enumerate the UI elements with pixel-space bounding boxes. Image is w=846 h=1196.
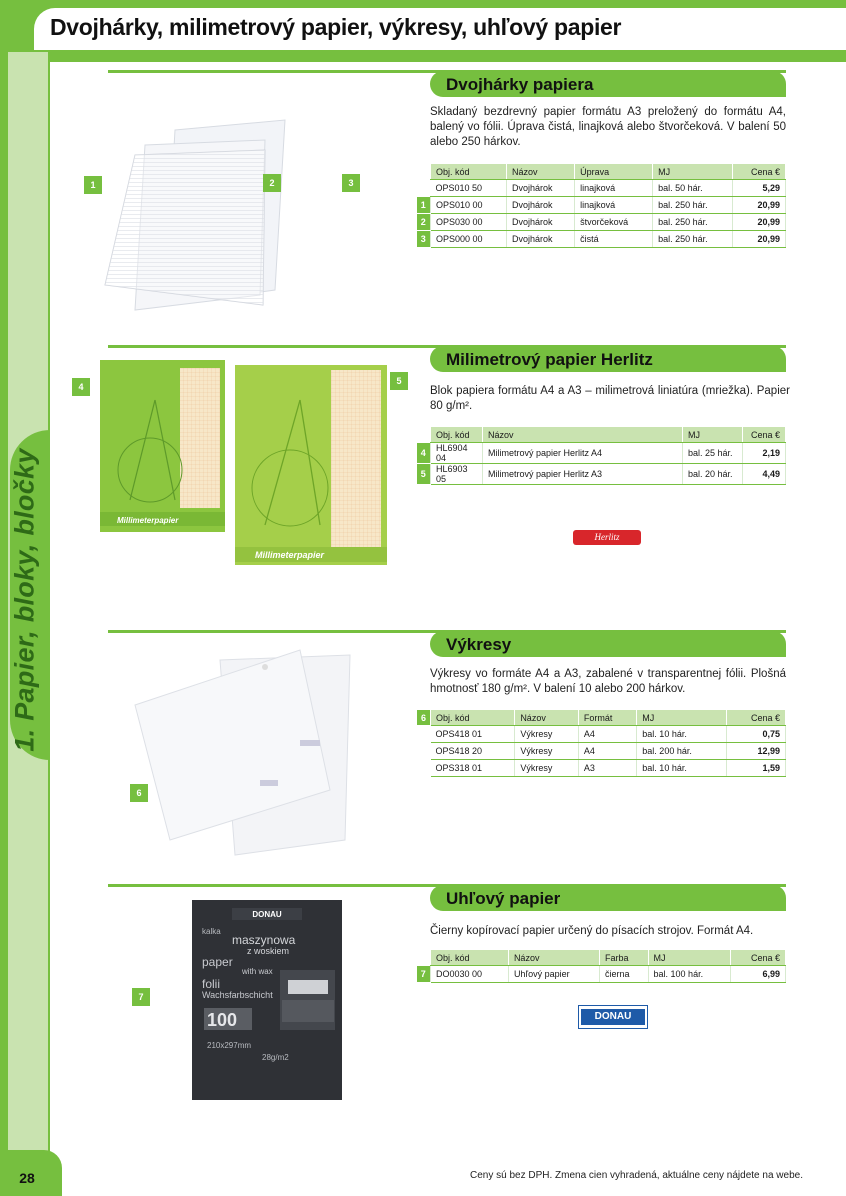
column-header: Farba — [600, 950, 649, 966]
row-number — [417, 760, 431, 777]
product-line: 28g/m2 — [262, 1053, 289, 1062]
column-header: Cena € — [731, 950, 786, 966]
product-line: kalka — [202, 927, 221, 936]
carbon-paper-image — [192, 900, 342, 1100]
row-number-header — [417, 164, 431, 180]
table-row — [417, 443, 786, 464]
table-row — [417, 214, 786, 231]
row-number: 7 — [417, 966, 431, 983]
product-table — [416, 426, 786, 485]
row-number — [417, 180, 431, 197]
table-row — [417, 180, 786, 197]
column-header: Úprava — [575, 164, 653, 180]
section-title: Uhľový papier — [446, 889, 561, 908]
column-header: Cena € — [742, 427, 785, 443]
section-title: Dvojhárky papiera — [446, 75, 594, 94]
product-variant: A4 — [578, 743, 636, 760]
product-name: Uhľový papier — [508, 966, 599, 983]
millimeter-paper-image — [95, 360, 395, 570]
product-code: OPS030 00 — [431, 214, 507, 231]
column-header: Názov — [508, 950, 599, 966]
product-variant: čistá — [575, 231, 653, 248]
brand-label: DONAU — [252, 910, 282, 919]
product-code: OPS010 00 — [431, 197, 507, 214]
product-code: DO0030 00 — [431, 966, 509, 983]
table-row — [417, 231, 786, 248]
product-code: OPS318 01 — [431, 760, 515, 777]
product-unit: bal. 200 hár. — [637, 743, 727, 760]
column-header: Formát — [578, 710, 636, 726]
product-name: Dvojhárok — [507, 231, 575, 248]
image-badge: 2 — [263, 174, 281, 192]
product-line: with wax — [242, 967, 273, 976]
folded-paper-image — [95, 115, 295, 325]
product-unit: bal. 250 hár. — [653, 197, 733, 214]
footer-note: Ceny sú bez DPH. Zmena cien vyhradená, aktuálne ceny nájdete na webe. — [470, 1170, 803, 1181]
product-label: Millimeterpapier — [117, 516, 179, 525]
product-price: 20,99 — [733, 231, 786, 248]
product-table — [416, 709, 786, 777]
product-line: 210x297mm — [207, 1041, 252, 1050]
row-number: 4 — [417, 443, 431, 464]
image-badge: 6 — [130, 784, 148, 802]
product-variant: A3 — [578, 760, 636, 777]
product-price: 2,19 — [742, 443, 785, 464]
row-number: 1 — [417, 197, 431, 214]
row-number-header — [417, 950, 431, 966]
column-header: Cena € — [733, 164, 786, 180]
table-row — [417, 464, 786, 485]
product-code: OPS010 50 — [431, 180, 507, 197]
product-unit: bal. 100 hár. — [648, 966, 731, 983]
row-number-header — [417, 427, 431, 443]
table-row — [417, 197, 786, 214]
product-name: Dvojhárok — [507, 197, 575, 214]
section-title: Výkresy — [446, 635, 512, 654]
chapter-title: 1. Papier, bloky, bločky — [9, 448, 40, 752]
product-line: Wachsfarbschicht — [202, 990, 273, 1000]
image-badge: 1 — [84, 176, 102, 194]
product-name: Dvojhárok — [507, 214, 575, 231]
product-price: 20,99 — [733, 214, 786, 231]
product-table — [416, 949, 786, 983]
table-row — [417, 760, 786, 777]
product-unit: bal. 50 hár. — [653, 180, 733, 197]
product-table — [416, 163, 786, 248]
column-header: Názov — [507, 164, 575, 180]
product-name: Výkresy — [515, 743, 579, 760]
product-code: OPS418 20 — [431, 743, 515, 760]
product-name: Milimetrový papier Herlitz A3 — [483, 464, 683, 485]
product-price: 1,59 — [726, 760, 785, 777]
product-line: 100 — [207, 1010, 238, 1030]
product-name: Výkresy — [515, 760, 579, 777]
product-price: 4,49 — [742, 464, 785, 485]
column-header: Obj. kód — [431, 427, 483, 443]
section-description: Výkresy vo formáte A4 a A3, zabalené v transparentnej fólii. Plošná hmotnosť 180 g/m². V balení 10 alebo 200 hárkov. — [430, 668, 786, 695]
table-row — [417, 966, 786, 983]
column-header: Názov — [483, 427, 683, 443]
product-label: Millimeterpapier — [255, 550, 325, 560]
product-code: HL6904 04 — [431, 443, 483, 464]
product-code: OPS418 01 — [431, 726, 515, 743]
product-unit: bal. 25 hár. — [683, 443, 743, 464]
column-header: Obj. kód — [431, 710, 515, 726]
page-number: 28 — [19, 1170, 35, 1186]
product-unit: bal. 250 hár. — [653, 231, 733, 248]
section-description: Blok papiera formátu A4 a A3 – milimetrová liniatúra (mriežka). Papier 80 g/m². — [430, 385, 790, 412]
row-number: 5 — [417, 464, 431, 485]
product-name: Dvojhárok — [507, 180, 575, 197]
product-line: z woskiem — [247, 946, 290, 956]
image-badge: 7 — [132, 988, 150, 1006]
image-badge: 5 — [390, 372, 408, 390]
product-code: HL6903 05 — [431, 464, 483, 485]
column-header: Cena € — [726, 710, 785, 726]
product-name: Milimetrový papier Herlitz A4 — [483, 443, 683, 464]
row-number — [417, 743, 431, 760]
donau-logo — [578, 1005, 648, 1029]
image-badge: 3 — [342, 174, 360, 192]
product-line: paper — [202, 955, 233, 969]
product-variant: štvorčeková — [575, 214, 653, 231]
column-header: MJ — [637, 710, 727, 726]
column-header: MJ — [648, 950, 731, 966]
product-price: 5,29 — [733, 180, 786, 197]
product-price: 6,99 — [731, 966, 786, 983]
column-header: MJ — [653, 164, 733, 180]
drawing-paper-image — [130, 640, 360, 860]
image-badge: 4 — [72, 378, 90, 396]
column-header: MJ — [683, 427, 743, 443]
row-number — [417, 726, 431, 743]
table-row — [417, 726, 786, 743]
column-header: Obj. kód — [431, 164, 507, 180]
product-variant: A4 — [578, 726, 636, 743]
donau-logo-text: DONAU — [581, 1009, 645, 1025]
product-price: 20,99 — [733, 197, 786, 214]
product-variant: linajková — [575, 180, 653, 197]
product-unit: bal. 20 hár. — [683, 464, 743, 485]
table-row — [417, 743, 786, 760]
product-line: folii — [202, 977, 221, 991]
column-header: Obj. kód — [431, 950, 509, 966]
product-line: maszynowa — [232, 933, 296, 947]
product-code: OPS000 00 — [431, 231, 507, 248]
product-variant: linajková — [575, 197, 653, 214]
row-number: 6 — [417, 710, 431, 726]
product-unit: bal. 250 hár. — [653, 214, 733, 231]
product-unit: bal. 10 hár. — [637, 760, 727, 777]
section-title: Milimetrový papier Herlitz — [446, 350, 653, 369]
product-price: 0,75 — [726, 726, 785, 743]
row-number: 3 — [417, 231, 431, 248]
section-description: Čierny kopírovací papier určený do písacích strojov. Formát A4. — [430, 925, 754, 937]
product-name: Výkresy — [515, 726, 579, 743]
column-header: Názov — [515, 710, 579, 726]
row-number: 2 — [417, 214, 431, 231]
product-price: 12,99 — [726, 743, 785, 760]
page-title: Dvojhárky, milimetrový papier, výkresy, uhľový papier — [50, 14, 622, 40]
product-variant: čierna — [600, 966, 649, 983]
section-description: Skladaný bezdrevný papier formátu A3 preložený do formátu A4, balený vo fólii. Úprava čistá, linajková alebo štvorčeková. V balení 50 alebo 250 hárkov. — [430, 106, 786, 148]
herlitz-logo: Herlitz — [573, 530, 641, 545]
product-unit: bal. 10 hár. — [637, 726, 727, 743]
